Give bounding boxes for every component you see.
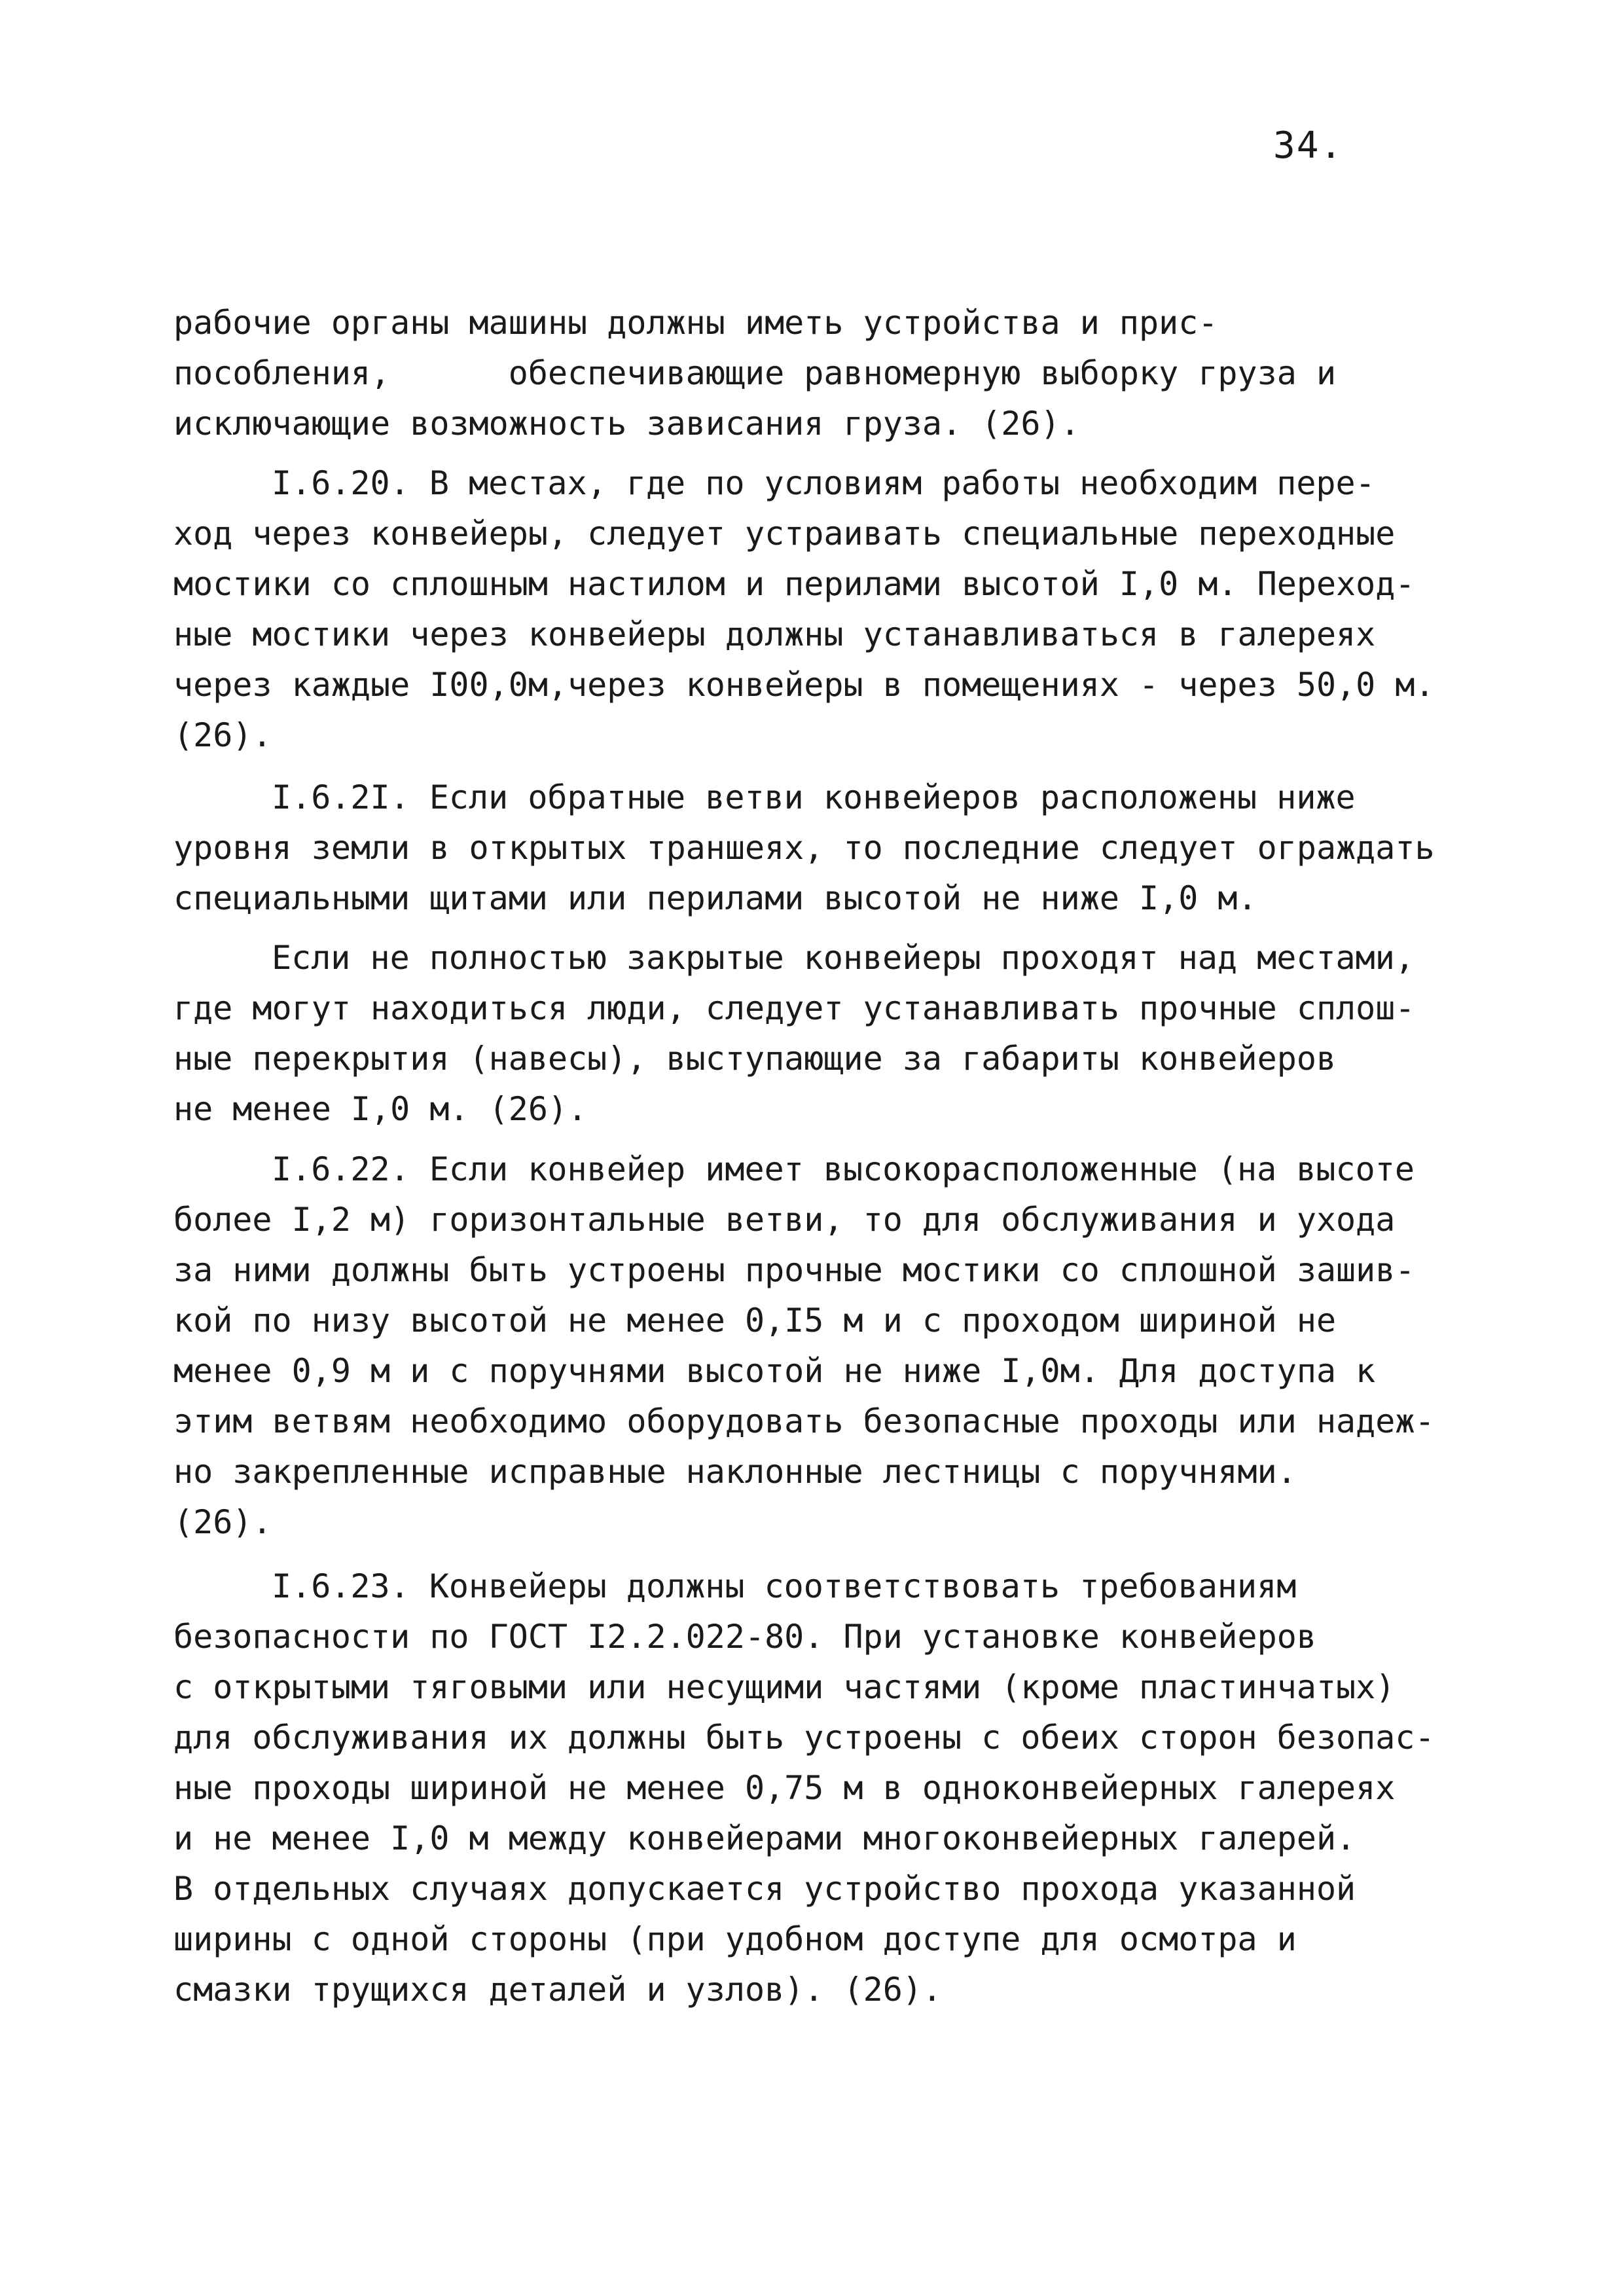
page-number: 34. — [1273, 124, 1344, 167]
text-line: I.6.2I. Если обратные ветви конвейеров расположены ниже — [272, 778, 1356, 816]
text-line: специальными щитами или перилами высотой не ниже I,0 м. — [173, 879, 1257, 917]
text-line: уровня земли в открытых траншеях, то последние следует ограждать — [173, 829, 1435, 867]
paragraph-covered-conveyors — [173, 933, 1415, 1135]
text-line: смазки трущихся деталей и узлов). (26). — [173, 1971, 942, 2009]
paragraph-1-6-21 — [173, 773, 1435, 924]
text-line: через каждые I00,0м,через конвейеры в помещениях - через 50,0 м. — [173, 666, 1435, 704]
text-line: I.6.23. Конвейеры должны соответствовать требованиям — [272, 1567, 1297, 1605]
paragraph-continuation — [173, 298, 1336, 449]
text-line: менее 0,9 м и с поручнями высотой не ниже I,0м. Для доступа к — [173, 1352, 1376, 1390]
text-line: ход через конвейеры, следует устраивать специальные переходные — [173, 515, 1396, 553]
text-line: и не менее I,0 м между конвейерами многоконвейерных галерей. — [173, 1819, 1356, 1857]
text-line: не менее I,0 м. (26). — [173, 1090, 588, 1128]
text-line: Если не полностью закрытые конвейеры проходят над местами, — [272, 939, 1415, 977]
text-line: рабочие органы машины должны иметь устройства и прис- — [173, 304, 1218, 342]
text-line: за ними должны быть устроены прочные мостики со сплошной зашив- — [173, 1251, 1415, 1289]
text-line: I.6.20. В местах, где по условиям работы необходим пере- — [272, 464, 1375, 502]
text-line: ные перекрытия (навесы), выступающие за габариты конвейеров — [173, 1040, 1337, 1078]
text-line: где могут находиться люди, следует устанавливать прочные сплош- — [173, 989, 1415, 1027]
text-line: (26). — [173, 1503, 272, 1541]
text-line: ные проходы шириной не менее 0,75 м в одноконвейерных галереях — [173, 1769, 1396, 1807]
paragraph-1-6-22 — [173, 1144, 1435, 1548]
text-line: исключающие возможность зависания груза. (26). — [173, 405, 1080, 443]
paragraph-1-6-20 — [173, 458, 1435, 761]
text-line: ширины с одной стороны (при удобном доступе для осмотра и — [173, 1920, 1297, 1958]
paragraph-1-6-23 — [173, 1561, 1435, 2015]
text-line: безопасности по ГОСТ I2.2.022-80. При установке конвейеров — [173, 1618, 1316, 1656]
text-line: пособления, обеспечивающие равномерную выборку груза и — [173, 354, 1337, 392]
text-line: этим ветвям необходимо оборудовать безопасные проходы или надеж- — [173, 1402, 1435, 1440]
text-line: мостики со сплошным настилом и перилами высотой I,0 м. Переход- — [173, 565, 1415, 603]
text-line: В отдельных случаях допускается устройство прохода указанной — [173, 1870, 1356, 1908]
text-line: более I,2 м) горизонтальные ветви, то для обслуживания и ухода — [173, 1201, 1396, 1239]
text-line: кой по низу высотой не менее 0,I5 м и с проходом шириной не — [173, 1302, 1337, 1339]
text-line: для обслуживания их должны быть устроены с обеих сторон безопас- — [173, 1719, 1435, 1757]
text-line: I.6.22. Если конвейер имеет высокорасположенные (на высоте — [272, 1150, 1415, 1188]
text-line: но закрепленные исправные наклонные лестницы с поручнями. — [173, 1453, 1297, 1491]
text-line: (26). — [173, 716, 272, 754]
text-line: ные мостики через конвейеры должны устанавливаться в галереях — [173, 615, 1376, 653]
text-line: с открытыми тяговыми или несущими частями (кроме пластинчатых) — [173, 1668, 1396, 1706]
